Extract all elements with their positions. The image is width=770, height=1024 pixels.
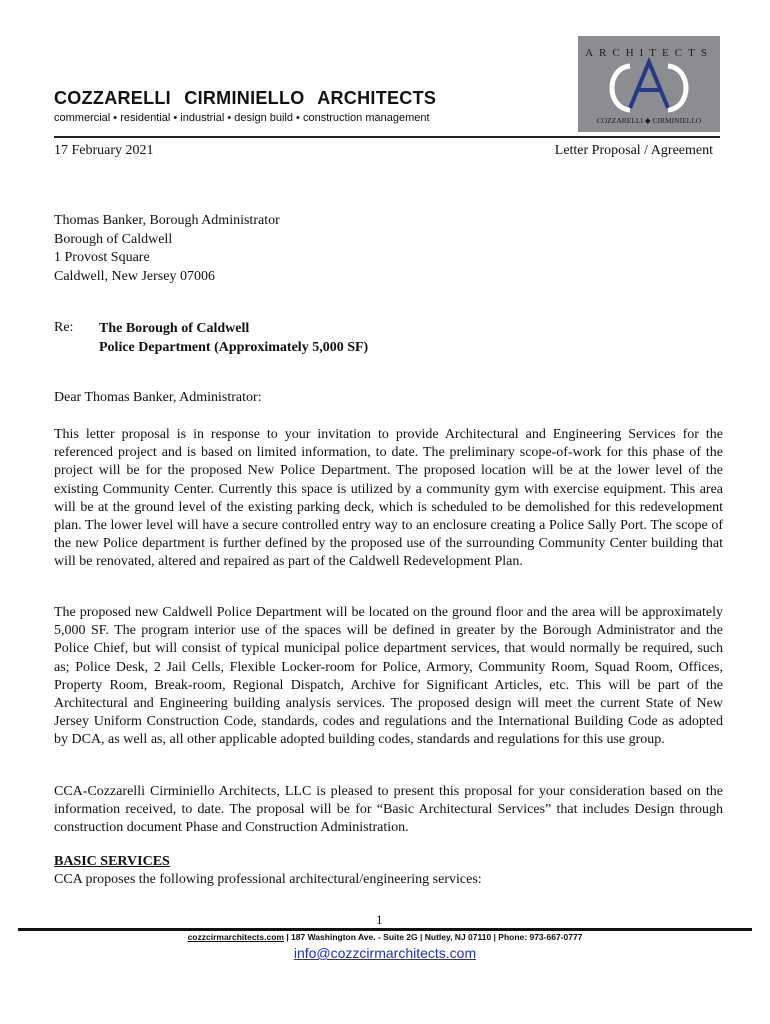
header-rule [54,136,720,138]
body-paragraph: The proposed new Caldwell Police Department will be located on the ground floor and the area will be approximately 5,000 SF. The program interior use of the spaces will be defined in greater by the Borough Administrator and the Police Chief, but will consist of typical municipal police department services, that would normally be required, such as; Police Desk, 2 Jail Cells, Flexible Locker-room for Police, Armory, Community Room, Squad Room, Offices, Property Room, Break-room, Regional Dispatch, Archive for Significant Articles, etc. This will be part of the Architectural and Engineering building analysis services. The proposed design will meet the current State of New Jersey Uniform Construction Code, standards, codes and regulations and the International Building Code as adopted by DCA, as well as, all other applicable adopted building codes, standards and regulations for this use group. [54,605,723,748]
footer-website-link[interactable]: cozzcirmarchitects.com [187,932,284,942]
address-line: Caldwell, New Jersey 07006 [54,268,215,284]
footer-address: | 187 Washington Ave. - Suite 2G | Nutley, NJ 07110 | Phone: 973-667-0777 [283,932,583,942]
logo-top-text: ARCHITECTS [585,47,713,59]
firm-logo [578,36,720,132]
document-type: Letter Proposal / Agreement [554,143,713,158]
footer-contact [0,932,770,942]
re-line: The Borough of Caldwell [99,321,250,336]
salutation: Dear Thomas Banker, Administrator: [54,390,262,405]
basic-services-heading: BASIC SERVICES [54,854,170,869]
body-paragraph: This letter proposal is in response to your invitation to provide Architectural and Engineering Services for the referenced project and is based on limited information, to date. The preliminary scope-of-work for this phase of the project will be for the proposed New Police Department. The proposed location will be at the lower level of the existing Community Center. Currently this space is utilized by a community gym with exercise equipment. This area will be at the ground level of the existing parking deck, which is scheduled to be demolished for this redevelopment plan. The lower level will have a secure controlled entry way to an enclosure creating a Police Sally Port. The scope of the new Police department is further defined by the proposed use of the surrounding Community Center building that will be renovated, altered and repaired as part of the Caldwell Redevelopment Plan. [54,427,723,570]
basic-services-intro: CCA proposes the following professional architectural/engineering services: [54,872,482,887]
recipient-address [54,212,280,286]
logo-bottom-text: COZZARELLI ◆ CIRMINIELLO [596,116,702,125]
address-line: 1 Provost Square [54,250,150,265]
letter-date: 17 February 2021 [54,143,154,158]
page-number: 1 [376,912,383,927]
re-subject [99,320,368,357]
logo-a-monogram [630,62,668,108]
firm-name: COZZARELLI CIRMINIELLO ARCHITECTS [54,88,437,108]
re-label: Re: [54,320,74,335]
re-line: Police Department (Approximately 5,000 SF) [99,339,369,355]
footer-email-link[interactable]: info@cozzcirmarchitects.com [293,945,477,961]
body-paragraph: CCA-Cozzarelli Cirminiello Architects, LLC is pleased to present this proposal for your consideration based on the information received, to date. The proposal will be for “Basic Architectural Services” that includes Design through construction document Phase and Construction Administration. [54,784,723,836]
footer-rule [18,928,752,931]
logo-c-left [612,66,630,110]
address-line: Borough of Caldwell [54,231,173,247]
address-line: Thomas Banker, Borough Administrator [54,213,280,228]
firm-tagline: commercial • residential • industrial • design build • construction management [54,112,430,124]
logo-c-right [668,66,686,110]
